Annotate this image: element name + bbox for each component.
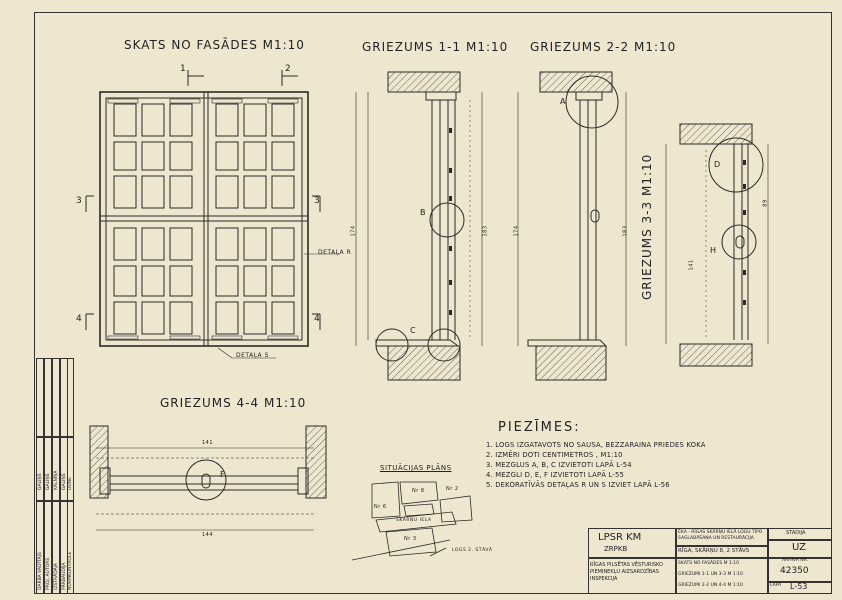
facade-view-title: SKATS NO FASĀDES M1:10 [124,38,305,52]
project-name: ĒKA - RĪGAS SKĀRŅU IELĀ LOGU TIPO SAGLABĀŠANA UN RESTAURĀCIJA [678,530,763,541]
section-mark-4-left: 4 [76,314,83,324]
section-2-2 [518,72,626,380]
situation-street: SKĀRŅU IELA [396,518,432,523]
archive-label: ARHĪVA NR. [782,558,808,563]
signature-name: GALIŅŠ [46,473,51,490]
address: RĪGA, SKĀRŅU 8, 2 STĀVS [678,548,750,554]
archive-value: 42350 [780,566,809,576]
section-mark-3-left: 3 [76,196,83,206]
note-item: 2. IZMĒRI DOTI CENTIMETROS , M1:10 [486,451,623,459]
section-3-3-title: GRIEZUMS 3-3 M1:10 [640,153,654,300]
section-mark-4-right: 4 [314,314,321,324]
signature-name: GALIŅŠ [62,473,67,490]
signature-row: IZSTRĀDĀJA [54,562,59,590]
detail-b-label: B [420,208,426,217]
detail-r-label: DETAĻA R [318,249,352,256]
org-code: ZRPKB [604,545,628,553]
dimension-144-s44: 144 [202,532,214,538]
signature-name: KALNIŅA [54,470,59,490]
detail-d-label: D [714,160,721,169]
section-4-4-title: GRIEZUMS 4-4 M1:10 [160,396,307,410]
section-mark-3-right: 3 [314,196,321,206]
note-item: 5. DEKORATĪVĀS DETAĻAS R UN S IZVIET LAPĀ L-56 [486,481,670,489]
detail-a-label: A [560,97,566,106]
stage-value: UZ [792,542,806,553]
signature-row: NORMKONTROLE [68,551,73,590]
detail-s-label: DETAĻA S [236,352,269,359]
dimension-141-s44: 141 [202,440,214,446]
notes-title: PIEZĪMES: [498,420,581,435]
dimension-174-s11: 174 [350,225,357,237]
signature-name: GALIŅŠ [38,473,43,490]
inspection-name: RĪGAS PILSĒTAS VĒSTURISKO PIEMINEKĻU AIZSARDZĪBAS INSPEKCIJA [590,562,663,582]
dimension-141-s33: 141 [688,259,695,271]
situation-no3: Nr 3 [404,536,417,542]
dimension-183-s22: 183 [622,225,629,237]
situation-floor-note: LOGS 2. STĀVĀ [452,548,493,553]
section-mark-1: 1 [180,64,187,74]
note-item: 1. LOGS IZGATAVOTS NO SAUSA, BEZZARAINA PRIEDES KOKA [486,441,706,449]
signature-row: PROJ. AUTORS [46,557,51,590]
note-item: 4. MEZGLI D, E, F IZVIETOTI LAPĀ L-55 [486,471,625,479]
situation-no8: Nr 8 [412,488,425,494]
section-2-2-title: GRIEZUMS 2-2 M1:10 [530,40,677,54]
situation-plan-title: SITUĀCIJAS PLĀNS [380,464,452,472]
section-mark-2: 2 [285,64,292,74]
sheet-content-3: GRIEZUMI 2-2 UN 4-4 M 1:10 [678,583,743,588]
dimension-183-s11: 183 [482,225,489,237]
section-1-1-title: GRIEZUMS 1-1 M1:10 [362,40,509,54]
facade-view [86,70,340,358]
sheet-label: LAPA [770,583,782,588]
section-1-1 [356,72,482,380]
stage-label: STADIJA [786,530,806,536]
signature-row: PĀRBAUDĪJA [62,562,67,590]
sheet-number: L-53 [790,582,808,591]
sheet-content-2: GRIEZUMI 1-1 UN 3-3 M 1:10 [678,572,743,577]
situation-no6: Nr 6 [374,504,387,510]
note-item: 3. MEZGLUS A, B, C IZVIETOTI LAPĀ L-54 [486,461,632,469]
sheet-content-1: SKATS NO FASĀDES M 1:10 [678,561,740,566]
situation-no2: Nr 2 [446,486,459,492]
org-name: LPSR KM [598,532,642,543]
detail-c-label: C [410,326,417,335]
signature-name: DUNE [68,477,73,490]
signature-row: DARBA VADĪTĀJS [38,552,43,590]
dimension-89-s33: 89 [762,199,769,207]
detail-h-label: H [710,246,717,255]
dimension-174-s22: 174 [513,225,520,237]
detail-f-label: F [220,470,226,479]
